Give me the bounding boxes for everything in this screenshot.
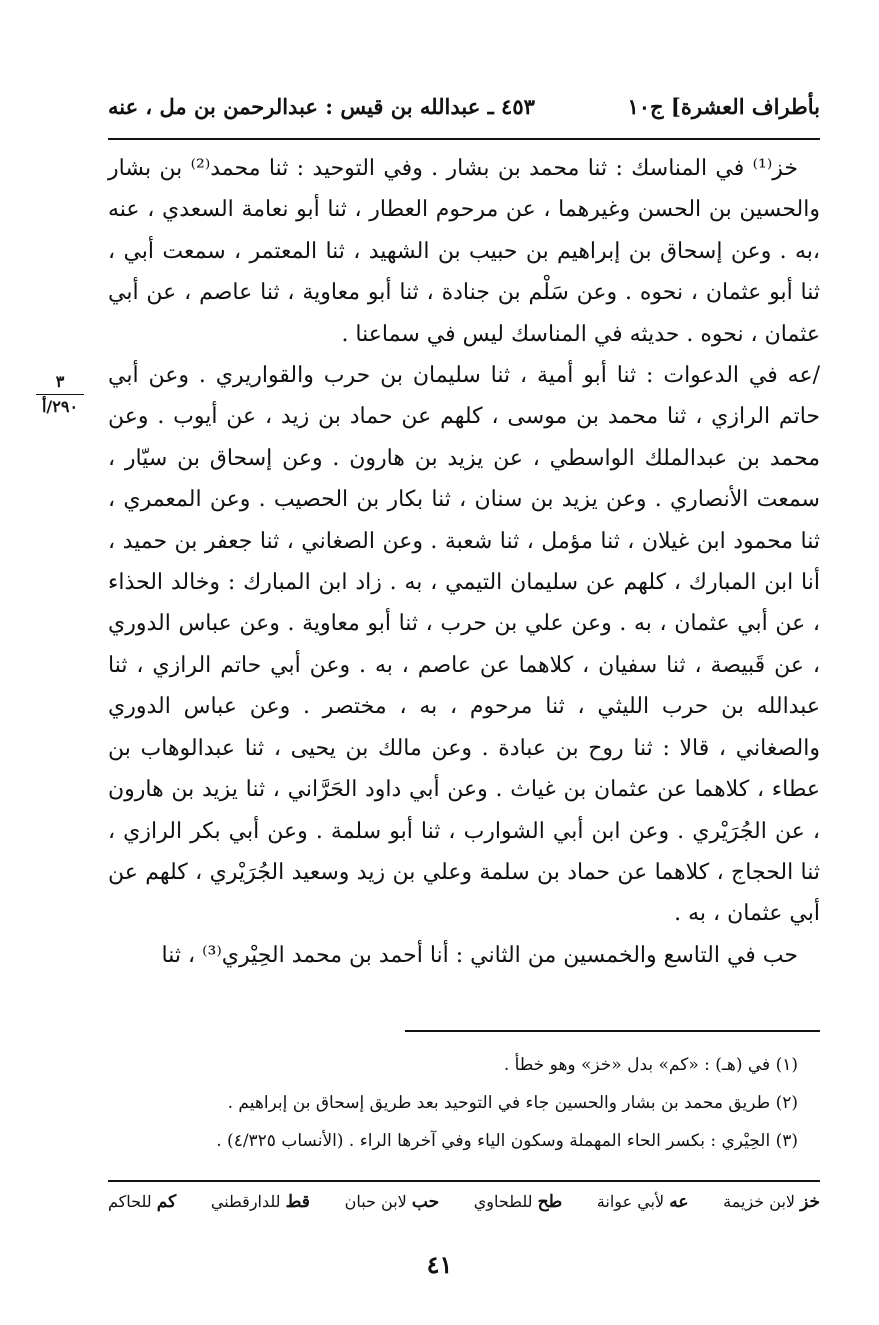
page-number: ٤١ xyxy=(426,1250,453,1279)
footnote-3: (٣) الحِيْري : بكسر الحاء المهملة وسكون الياء وفي آخرها الراء . (الأنساب ٤/٣٢٥) . xyxy=(216,1131,798,1151)
margin-note-top: ٣ xyxy=(55,372,65,391)
header-rule xyxy=(108,138,820,140)
footnote-rule xyxy=(405,1030,820,1032)
footnote-1: (١) في (هـ) : «كم» بدل «خز» وهو خطأ . xyxy=(503,1055,798,1075)
footnotes xyxy=(108,1046,798,1160)
abbreviations-key xyxy=(108,1192,820,1212)
footnote-2: (٢) طريق محمد بن بشار والحسين جاء في التوحيد بعد طريق إسحاق بن إبراهيم . xyxy=(227,1093,798,1113)
abbr-item: حب لابن حبان xyxy=(344,1192,440,1212)
abbr-item: قط للدارقطني xyxy=(210,1192,310,1212)
margin-note-divider xyxy=(36,394,84,395)
paragraph-1: خز⁽¹⁾ في المناسك : ثنا محمد بن بشار . وفي التوحيد : ثنا محمد⁽²⁾ بن بشار والحسين بن الحسن وغيرهما ، عن مرحوم العطار ، ثنا أبو نعامة السعدي ، عنه ،به . وعن إسحاق بن إبراهيم بن حبيب بن الشهيد ، ثنا المعتمر ، سمعت أبي ، ثنا أبو عثمان ، نحوه . وعن سَلْم بن جنادة ، ثنا أبو معاوية ، ثنا عاصم ، عن أبي عثمان ، نحوه . حديثه في المناسك ليس في سماعنا . xyxy=(108,156,820,347)
margin-note-bottom: ٢٩٠/أ xyxy=(41,397,79,416)
main-text xyxy=(108,148,820,976)
header-title: ٤٥٣ ـ عبدالله بن قيس : عبدالرحمن بن مل ، عنه xyxy=(108,93,535,119)
abbreviations-rule xyxy=(108,1180,820,1182)
header-volume: بأطراف العشرة] ج١٠ xyxy=(627,93,820,119)
margin-folio-note xyxy=(28,372,92,417)
running-header xyxy=(108,88,820,124)
paragraph-2: /عه في الدعوات : ثنا أبو أمية ، ثنا سليمان بن حرب والقواريري . وعن أبي حاتم الرازي ، ثنا محمد بن موسى ، كلهم عن حماد بن زيد ، عن أيوب . وعن محمد بن عبدالملك الواسطي ، عن يزيد بن هارون . وعن إسحاق بن سيّار ، سمعت الأنصاري . وعن يزيد بن سنان ، ثنا بكار بن الحصيب . وعن المعمري ، ثنا محمود ابن غيلان ، ثنا مؤمل ، ثنا شعبة . وعن الصغاني ، ثنا جعفر بن حميد ، أنا ابن المبارك ، كلهم عن سليمان التيمي ، به . زاد ابن المبارك : وخالد الحذاء ، عن أبي عثمان ، به . وعن علي بن حرب ، ثنا أبو معاوية . وعن عباس الدوري ، عن قَبيصة ، ثنا سفيان ، كلاهما عن عاصم ، به . وعن أبي حاتم الرازي ، ثنا عبدالله بن حرب الليثي ، ثنا مرحوم ، به ، مختصر . وعن عباس الدوري والصغاني ، قالا : ثنا روح بن عبادة . وعن مالك بن يحيى ، ثنا عبدالوهاب بن عطاء ، كلاهما عن عثمان بن غياث . وعن أبي داود الحَرَّاني ، ثنا يزيد بن هارون ، عن الجُرَيْري . وعن ابن أبي الشوارب ، ثنا أبو سلمة . وعن أبي بكر الرازي ، ثنا الحجاج ، كلاهما عن حماد بن سلمة وعلي بن زيد وسعيد الجُرَيْري ، كلهم عن أبي عثمان ، به . xyxy=(108,363,820,927)
abbr-item: عه لأبي عوانة xyxy=(596,1192,689,1212)
abbr-item: طح للطحاوي xyxy=(473,1192,563,1212)
abbr-item: خز لابن خزيمة xyxy=(723,1192,820,1212)
abbr-item: كم للحاكم xyxy=(108,1192,177,1212)
paragraph-3: حب في التاسع والخمسين من الثاني : أنا أحمد بن محمد الحِيْري⁽³⁾ ، ثنا xyxy=(161,942,798,968)
